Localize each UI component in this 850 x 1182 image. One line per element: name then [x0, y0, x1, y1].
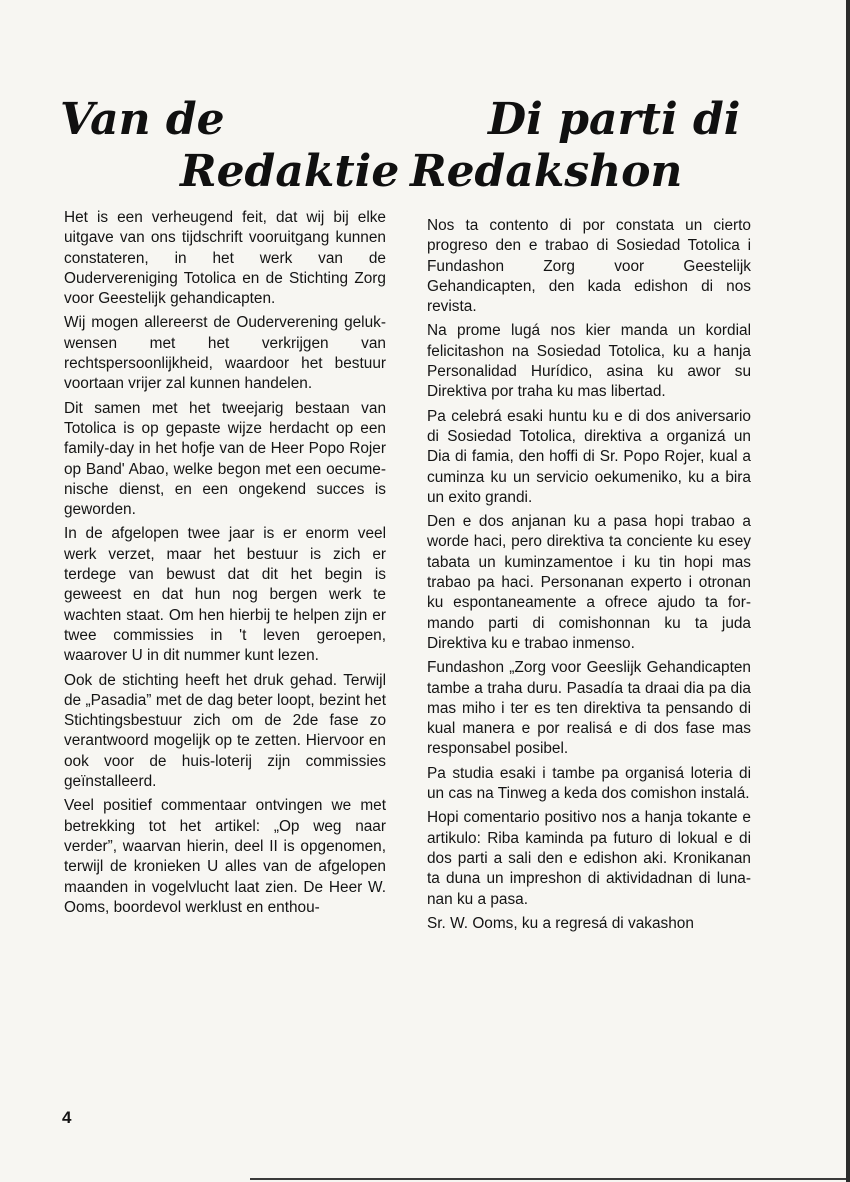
pap-paragraph-2: Na prome lugá nos kier manda un kordial felicitashon na Sosiedad Totolica, ku a hanja Personalidad Hurídico, asina ku awor su Direktiva por traha ku mas libertad. [427, 322, 751, 401]
pap-paragraph-4: Den e dos anjanan ku a pasa hopi trabao a worde haci, pero direktiva ta conciente ku esey tabata un kuminzamentoe i ku tin hopi mas trabao pa haci. Personanan experto i otronan ku espontaneamente a ofrece ajudo ta formando parti di comishonnan ku ta juda Direktiva ku e trabao inmenso. [427, 513, 751, 652]
pap-paragraph-3: Pa celebrá esaki huntu ku e di dos aniversario di Sosiedad Totolica, direktiva a organizá un Dia di famia, den hoffi di Sr. Popo Rojer, kual a cuminza ku un servicio oekumeniko, ku a bira un exito grandi. [427, 407, 751, 506]
nl-paragraph-3: Dit samen met het tweejarig bestaan van Totolica is op gepaste wijze herdacht op een family-day in het hofje van de Heer Popo Rojer op Band' Abao, welke begon met een oecumenische dienst, en een ongekend succes is geworden. [64, 399, 386, 519]
title-nl-line1: Van de [60, 94, 225, 145]
nl-paragraph-5: Ook de stichting heeft het druk gehad. Terwijl de „Pasadia” met de dag beter loopt, bezint het Stichtingsbestuur zich om de 2de fase zo verantwoord mogelijk op te zetten. Hiervoor en ook voor de huis-loterij zijn commissies geïnstalleerd. [64, 671, 386, 791]
pap-paragraph-7: Hopi comentario positivo nos a hanja tokante e artikulo: Riba kaminda pa futuro di lokual e di dos parti a sali den e edishon aki. Kronikanan ta duna un impreshon di aktividadnan di lunanan ku a pasa. [427, 809, 751, 908]
bottom-rule [250, 1178, 850, 1180]
page-edge [846, 0, 850, 1182]
title-pap-line1: Di parti di [488, 94, 741, 145]
nl-paragraph-1: Het is een verheugend feit, dat wij bij elke uitgave van ons tijdschrift vooruitgang kunnen constateren, in het werk van de Oudervereniging Totolica en de Stichting Zorg voor Geestelijk gehandicapten. [64, 209, 386, 308]
nl-paragraph-2: Wij mogen allereerst de Ouderverening gelukwensen met het verkrijgen van rechtspersoonlijkheid, waardoor het bestuur voortaan vrijer zal kunnen handelen. [64, 314, 386, 393]
pap-paragraph-1: Nos ta contento di por constata un cierto progreso den e trabao di Sosiedad Totolica i Fundashon Zorg voor Geestelijk Gehandicapten, den kada edishon di nos revista. [427, 217, 751, 316]
pap-paragraph-6: Pa studia esaki i tambe pa organisá loteria di un cas na Tinweg a keda dos comishon instalá. [427, 764, 751, 803]
pap-paragraph-8: Sr. W. Ooms, ku a regresá di vakashon [427, 914, 694, 932]
nl-paragraph-4: In de afgelopen twee jaar is er enorm veel werk verzet, maar het bestuur is zich er terdege van bewust dat dit het begin is geweest en dat hun nog bergen werk te wachten staat. Om hen hierbij te helpen zijn er twee commissies in 't leven geroepen, waarover U in dit nummer kunt lezen. [64, 525, 386, 665]
nl-paragraph-6: Veel positief commentaar ontvingen we met betrekking tot het artikel: „Op weg naar verder”, waarvan hierin, deel II is opgenomen, terwijl de kronieken U alles van de afgelopen maanden in vogelvlucht laat zien. De Heer W. Ooms, boordevol werklust en enthou- [64, 797, 386, 916]
dutch-column [64, 208, 386, 922]
title-nl-line2: Redaktie [180, 146, 400, 197]
page-number: 4 [62, 1108, 72, 1127]
title-pap-line2: Redakshon [410, 146, 683, 197]
papiamentu-column [427, 216, 751, 938]
pap-paragraph-5: Fundashon „Zorg voor Geeslijk Gehandicapten tambe a traha duru. Pasadía ta draai dia pa dia mas miho i ter es ten direktiva ta pensando di kual manera e por realisá e di dos fase mas responsabel posibel. [427, 659, 751, 758]
